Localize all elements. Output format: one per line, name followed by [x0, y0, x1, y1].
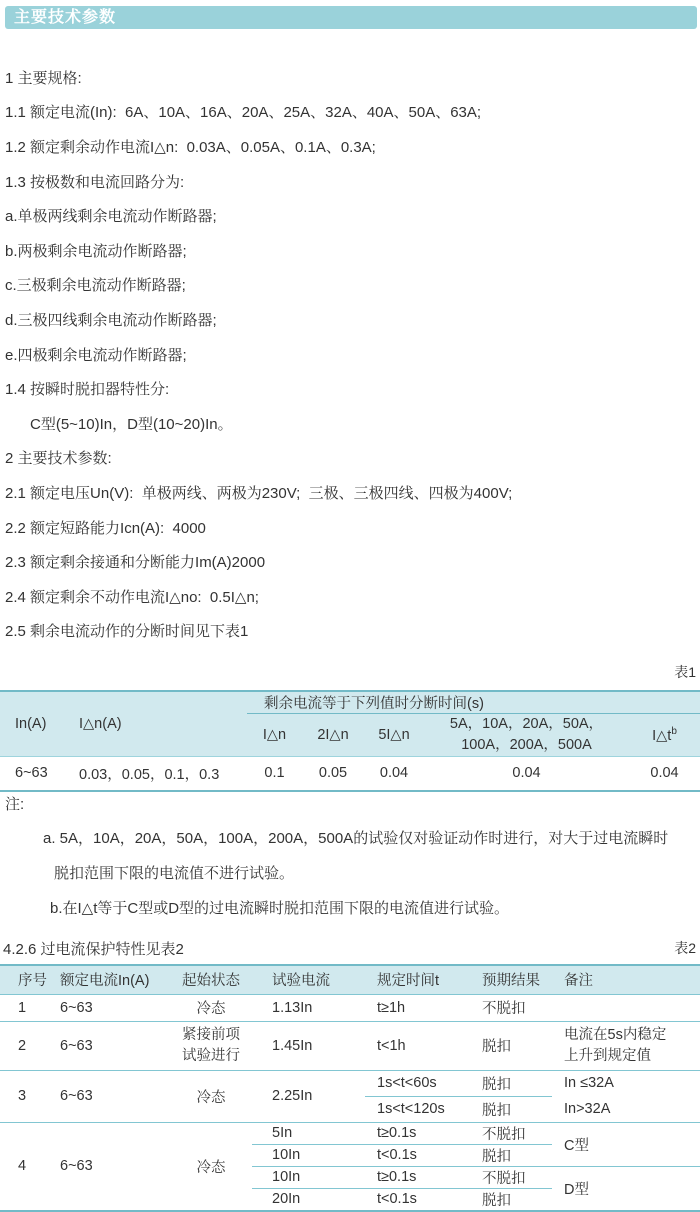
spec-line: 2.5 剩余电流动作的分断时间见下表1 — [5, 623, 249, 641]
table1-subheader-amps-line2: 100A，200A，500A — [461, 737, 592, 753]
t2-r2-remark — [552, 1021, 700, 1070]
t2-r4b-time: t<0.1s — [365, 1144, 470, 1166]
spec-line: a.单极两线剩余电流动作断路器; — [5, 208, 217, 226]
t2-r2-in: 6~63 — [48, 1021, 170, 1070]
t2-r2-remark-line1: 电流在5s内稳定 — [564, 1026, 667, 1043]
spec-line: 2.2 额定短路能力Icn(A): 4000 — [5, 519, 206, 537]
table2-header-row — [0, 965, 700, 994]
t2-r4-remark-c: C型 — [552, 1122, 700, 1166]
spec-line: e.四极剩余电流动作断路器; — [5, 346, 187, 364]
table1-subheader-amps — [424, 714, 629, 757]
note-a-line1: a. 5A，10A，20A，50A，100A，200A，500A的试验仅对验证动作时进行，对大于过电流瞬时 — [43, 830, 669, 847]
t2-r4c-time: t≥0.1s — [365, 1166, 470, 1188]
spec-line: C型(5~10)In，D型(10~20)In。 — [30, 415, 233, 433]
t2-r1-in: 6~63 — [48, 994, 170, 1021]
t2-r3b-remark: In>32A — [564, 1100, 611, 1117]
table2-header-rated-current: 额定电流In(A) — [48, 965, 170, 994]
t2-r1-result: 不脱扣 — [470, 994, 552, 1021]
spec-line: 2.3 额定剩余接通和分断能力Im(A)2000 — [5, 554, 266, 572]
table1-caption: 表1 — [674, 664, 696, 680]
t2-r4c-current: 10In — [252, 1166, 365, 1188]
table2-header-start-state: 起始状态 — [170, 965, 252, 994]
t2-r4-in: 6~63 — [48, 1122, 170, 1211]
t2-r2-state-line2: 试验进行 — [182, 1047, 240, 1064]
t2-r1-state: 冷态 — [170, 994, 252, 1021]
t2-r1-remark — [552, 994, 700, 1021]
table1-header-row-1 — [0, 691, 700, 714]
t2-r3b-time: 1s<t<120s — [365, 1096, 470, 1122]
t2-r4b-current: 10In — [252, 1144, 365, 1166]
table1-cell-v4: 0.04 — [424, 757, 629, 791]
table1-cell-v1: 0.1 — [247, 757, 302, 791]
t2-r2-result: 脱扣 — [470, 1021, 552, 1070]
t2-r4a-result: 不脱扣 — [470, 1122, 552, 1144]
spec-line: c.三极剩余电流动作断路器; — [5, 277, 186, 295]
t2-r2-current: 1.45In — [252, 1021, 365, 1070]
spec-line: 2.4 额定剩余不动作电流I△no: 0.5I△n; — [5, 588, 259, 606]
spec-line: 2 主要技术参数: — [5, 450, 112, 468]
table2-caption: 表2 — [674, 940, 696, 956]
trip-time-table — [0, 690, 700, 792]
note-b: b.在I△t等于C型或D型的过电流瞬时脱扣范围下限的电流值进行试验。 — [50, 900, 510, 917]
table1-subheader-idt-base: I△t — [652, 727, 672, 744]
table2-row-3a — [0, 1070, 700, 1096]
spec-line: d.三极四线剩余电流动作断路器; — [5, 311, 217, 329]
table1-header-in: In(A) — [0, 691, 62, 757]
table2-header-test-current: 试验电流 — [252, 965, 365, 994]
t2-r4b-result: 脱扣 — [470, 1144, 552, 1166]
table1-header-idn: I△n(A) — [62, 691, 247, 757]
t2-r3-state: 冷态 — [170, 1070, 252, 1122]
t2-r4d-time: t<0.1s — [365, 1188, 470, 1211]
t2-r3a-result: 脱扣 — [470, 1070, 552, 1096]
page-title-bar: 主要技术参数 — [5, 6, 697, 29]
notes-block — [5, 786, 697, 925]
t2-r4d-current: 20In — [252, 1188, 365, 1211]
t2-r4c-result: 不脱扣 — [470, 1166, 552, 1188]
t2-r4a-time: t≥0.1s — [365, 1122, 470, 1144]
spec-line: 1 主要规格: — [5, 69, 82, 87]
table2-header-spec-time: 规定时间t — [365, 965, 470, 994]
table1-subheader-5idn: 5I△n — [364, 714, 424, 757]
section-4-2-6 — [3, 936, 696, 960]
t2-r4d-result: 脱扣 — [470, 1188, 552, 1211]
spec-line: 1.2 额定剩余动作电流I△n: 0.03A、0.05A、0.1A、0.3A; — [5, 138, 376, 156]
t2-r3a-time: 1s<t<60s — [365, 1070, 470, 1096]
overcurrent-protection-table — [0, 964, 700, 1212]
note-a-line2: 脱扣范围下限的电流值不进行试验。 — [54, 865, 295, 882]
t2-r3-in: 6~63 — [48, 1070, 170, 1122]
table2-header-expected: 预期结果 — [470, 965, 552, 994]
table1-cell-v3: 0.04 — [364, 757, 424, 791]
table1-subheader-idn: I△n — [247, 714, 302, 757]
spec-line: 1.4 按瞬时脱扣器特性分: — [5, 381, 170, 399]
t2-r1-time: t≥1h — [365, 994, 470, 1021]
t2-r2-time: t<1h — [365, 1021, 470, 1070]
t2-r2-state-line1: 紧接前项 — [182, 1026, 240, 1043]
table2-header-remark: 备注 — [552, 965, 700, 994]
t2-r4-state: 冷态 — [170, 1122, 252, 1211]
t2-r2-state — [170, 1021, 252, 1070]
table1-subheader-idt — [629, 714, 700, 757]
t2-r3-no: 3 — [0, 1070, 48, 1122]
t2-r4a-current: 5In — [252, 1122, 365, 1144]
t2-r1-current: 1.13In — [252, 994, 365, 1021]
spec-line: 2.1 额定电压Un(V): 单极两线、两极为230V; 三极、三极四线、四极为400V; — [5, 484, 513, 502]
t2-r2-no: 2 — [0, 1021, 48, 1070]
t2-r1-no: 1 — [0, 994, 48, 1021]
table1-cell-idn: 0.03，0.05，0.1，0.3 — [62, 757, 247, 791]
t2-r3a-remark: In ≤32A — [552, 1070, 700, 1096]
table1-cell-v5: 0.04 — [629, 757, 700, 791]
t2-r3b-result: 脱扣 — [470, 1096, 552, 1122]
table1-cell-in: 6~63 — [0, 757, 62, 791]
table2-row-2 — [0, 1021, 700, 1070]
spec-text-block — [5, 60, 697, 648]
spec-line: 1.1 额定电流(In): 6A、10A、16A、20A、25A、32A、40A、50A、63A; — [5, 104, 482, 122]
table1-subheader-amps-line1: 5A，10A，20A，50A， — [449, 716, 604, 732]
spec-line: b.两极剩余电流动作断路器; — [5, 242, 187, 260]
table1-cell-v2: 0.05 — [302, 757, 364, 791]
table2-row-1 — [0, 994, 700, 1021]
t2-r2-remark-line2: 上升到规定值 — [564, 1047, 651, 1064]
section-4-2-6-title: 4.2.6 过电流保护特性见表2 — [3, 940, 184, 958]
table1-subheader-idt-sup: b — [671, 726, 677, 738]
t2-r4-no: 4 — [0, 1122, 48, 1211]
t2-r4-remark-d: D型 — [552, 1166, 700, 1211]
t2-r3-current: 2.25In — [252, 1070, 365, 1122]
spec-line: 1.3 按极数和电流回路分为: — [5, 173, 185, 191]
table1-header-span: 剩余电流等于下列值时分断时间(s) — [247, 691, 700, 714]
table2-header-no: 序号 — [0, 965, 48, 994]
table1-subheader-2idn: 2I△n — [302, 714, 364, 757]
notes-label: 注: — [5, 795, 25, 813]
table2-row-4a — [0, 1122, 700, 1144]
